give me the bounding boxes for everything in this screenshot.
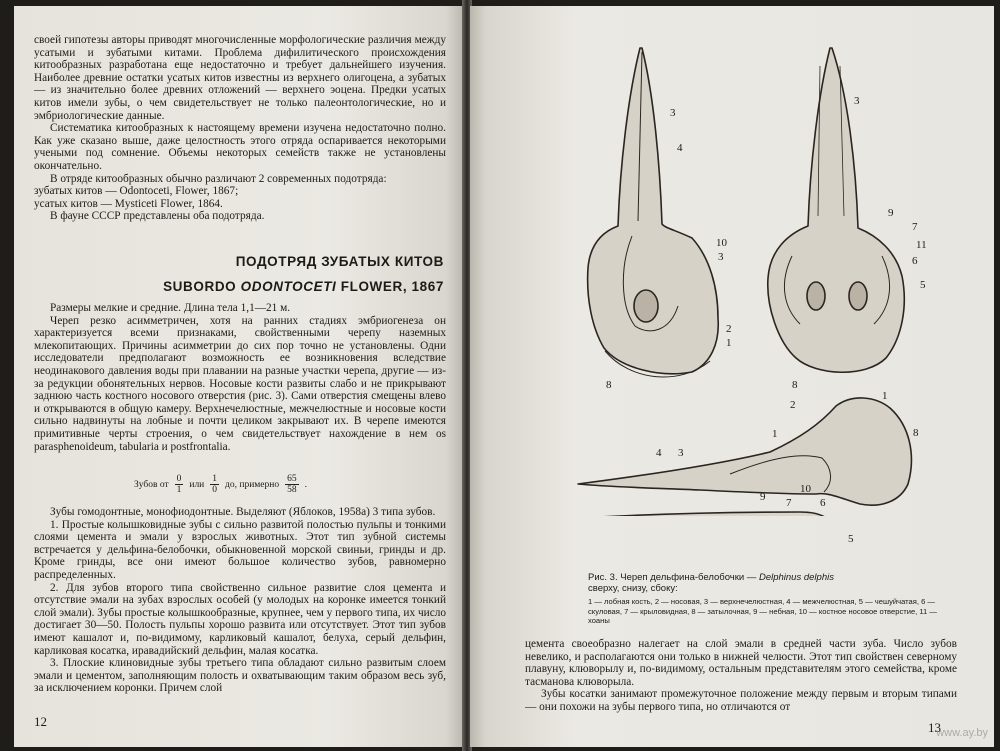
label-bottom: 2 — [790, 399, 796, 411]
label-top-left: 4 — [677, 142, 683, 154]
watermark: www.ay.by — [936, 727, 988, 739]
caption-title-line — [588, 572, 960, 583]
right-page — [470, 6, 994, 747]
label-bottom: 10 — [800, 483, 811, 495]
paragraph: 1. Простые колышковидные зубы с сильно развитой полостью пульпы и тонкими слоями цемента и эмали у взрослых животных. Этот тип зубной системы встречается у дельфина-белобочки, обыкновенной морской свиньи, гринды и др. Кроме гринды, все они имеют большое количество зубов, равномерно распределенных. — [34, 518, 446, 581]
caption-species: Delphinus delphis — [758, 572, 834, 583]
right-text — [525, 638, 957, 714]
label-top-right: 3 — [854, 95, 860, 107]
label-top-left: 8 — [606, 379, 612, 391]
figure-caption — [588, 572, 960, 626]
paragraph: Систематика китообразных к настоящему времени изучена недостаточно полно. Как уже сказано выше, даже целостность этого отряда оспаривается некоторыми учеными под сомнение. Объемы некоторых семейств также не установлены окончательно. — [34, 122, 446, 172]
paragraph: Зубы косатки занимают промежуточное положение между первым и вторым типами — они похожи на зубы первого типа, но отличаются от — [525, 688, 957, 713]
label-top-right: 9 — [888, 207, 894, 219]
paragraph: своей гипотезы авторы приводят многочисленные морфологические различия между усатыми и зубатыми китами. Проблема дифилитического происхождения китообразных разработана еще недостаточно и требует дальнейшего изучения. Наиболее древние остатки усатых китов известны из верхнего олигоцена, а зубатых — из значительно более древних отложений — верхнего эоцена. Предки усатых китов имели зубы, о чем свидетельствует не только палеонтологические, но и эмбриологические данные. — [34, 34, 446, 122]
heading-line-2 — [34, 279, 444, 294]
label-top-left: 10 — [716, 237, 727, 249]
paragraph: Зубы гомодонтные, монофиодонтные. Выделяют (Яблоков, 1958а) 3 типа зубов. — [50, 506, 436, 518]
label-top-right: 5 — [920, 279, 926, 291]
paragraph: 3. Плоские клиновидные зубы третьего типа обладают сильно развитым слоем эмали и цементом, заполняющим полость и охватывающим таким образом весь зуб, за исключением коронки. Причем слой — [34, 657, 446, 695]
formula-middle: или — [189, 479, 205, 490]
teeth-text — [34, 506, 446, 695]
figure-labels — [470, 6, 990, 551]
label-top-right: 6 — [912, 255, 918, 267]
label-bottom: 9 — [760, 491, 766, 503]
label-bottom: 5 — [848, 533, 854, 545]
label-top-left: 3 — [670, 107, 676, 119]
label-bottom: 7 — [786, 497, 792, 509]
heading-line-1: ПОДОТРЯД ЗУБАТЫХ КИТОВ — [235, 254, 444, 269]
paragraph: Череп резко асимметричен, хотя на ранних стадиях эмбриогенеза он характеризуется всеми признаками, свойственными черепу наземных млекопитающих. Причины асимметрии до сих пор точно не установлены. Одни исследователи предполагают возможность ее возникновения вследствие неодинакового давления воды при плавании на разные участки черепа, другие — из-за редукции обонятельных нервов. Носовые кости развиты слабо и не прикрывают заднюю часть костного носового отверстия (рис. 3). Сами отверстия смещены влево и открываются в общую камеру. Верхнечелюстные, межчелюстные и носовые кости сильно надвинуты на лобные и почти целиком закрывают их. В черепе имеются примитивные черты строения, о чем свидетельствует нахождение в нем os parasphenoideum, tabularia и postfrontalia. — [34, 314, 446, 453]
formula-suffix: до, примерно — [225, 479, 280, 490]
left-page — [14, 6, 464, 747]
label-top-left: 2 — [726, 323, 732, 335]
caption-subtitle: сверху, снизу, сбоку: — [588, 583, 678, 594]
paragraph: В отряде китообразных обычно различают 2 современных подотряда: — [50, 172, 387, 185]
paragraph: 2. Для зубов второго типа свойственно сильное развитие слоя цемента и отсутствие эмали на зубах взрослых особей (у молодых на коронке имеется тонкий слой эмали). Зубы простые колышкообразные, крупнее, чем у первого типа, их число достигает 30—50. Полость пульпы хорошо развита или отсутствует. Этот тип зубов имеют кашалот и, по-видимому, карликовый кашалот, белуха, серый дельфин, карликовая косатка, иравадийский дельфин, малая косатка. — [34, 581, 446, 657]
label-bottom: 8 — [913, 427, 919, 439]
intro-text — [34, 34, 446, 223]
label-top-right: 7 — [912, 221, 918, 233]
label-bottom: 1 — [882, 390, 888, 402]
formula-fraction: $\frac{1}{0}$ — [212, 474, 218, 495]
heading-prefix: SUBORDO — [163, 279, 237, 294]
page-number: 13 — [928, 720, 941, 735]
label-top-left: 3 — [718, 251, 724, 263]
paragraph: Размеры мелкие и средние. Длина тела 1,1—21 м. — [50, 302, 291, 314]
label-top-right: 11 — [916, 239, 927, 251]
description-text — [34, 302, 446, 453]
heading-suffix: FLOWER, 1867 — [340, 279, 444, 294]
section-heading — [34, 254, 444, 294]
label-bottom: 4 — [656, 447, 662, 459]
paragraph: усатых китов — Mysticeti Flower, 1864. — [34, 197, 223, 210]
paragraph: цемента своеобразно налегает на слой эмали в средней части зуба. Число зубов невелико, и располагаются они только в нижней челюсти. Этот тип свойствен северному плавуну, клюворылу и, по-видимому, остальным представителям этого семейства, кроме тасманова клюворыла. — [525, 638, 957, 688]
label-top-left: 1 — [726, 337, 732, 349]
caption-title: Рис. 3. Череп дельфина-белобочки — — [588, 572, 757, 583]
heading-italic: ODONTOCETI — [240, 279, 337, 294]
teeth-formula — [134, 474, 307, 495]
label-bottom: 1 — [772, 428, 778, 440]
formula-prefix: Зубов от — [134, 479, 169, 490]
label-top-right: 8 — [792, 379, 798, 391]
paragraph: зубатых китов — Odontoceti, Flower, 1867; — [34, 185, 239, 198]
formula-fraction: $\frac{65}{58}$ — [287, 474, 297, 495]
formula-fraction: $\frac{0}{1}$ — [176, 474, 182, 495]
page-number: 12 — [34, 714, 47, 729]
label-bottom: 3 — [678, 447, 684, 459]
formula-end: . — [304, 479, 307, 490]
caption-legend: 1 — лобная кость, 2 — носовая, 3 — верхнечелюстная, 4 — межчелюстная, 5 — чешуйчатая, 6 — скуловая, 7 — крыловидная, 8 — затылочная, 9 — небная, 10 — костное носовое отверстие, 11 — хоаны — [588, 597, 937, 625]
paragraph: В фауне СССР представлены оба подотряда. — [50, 210, 265, 223]
label-bottom: 6 — [820, 497, 826, 509]
